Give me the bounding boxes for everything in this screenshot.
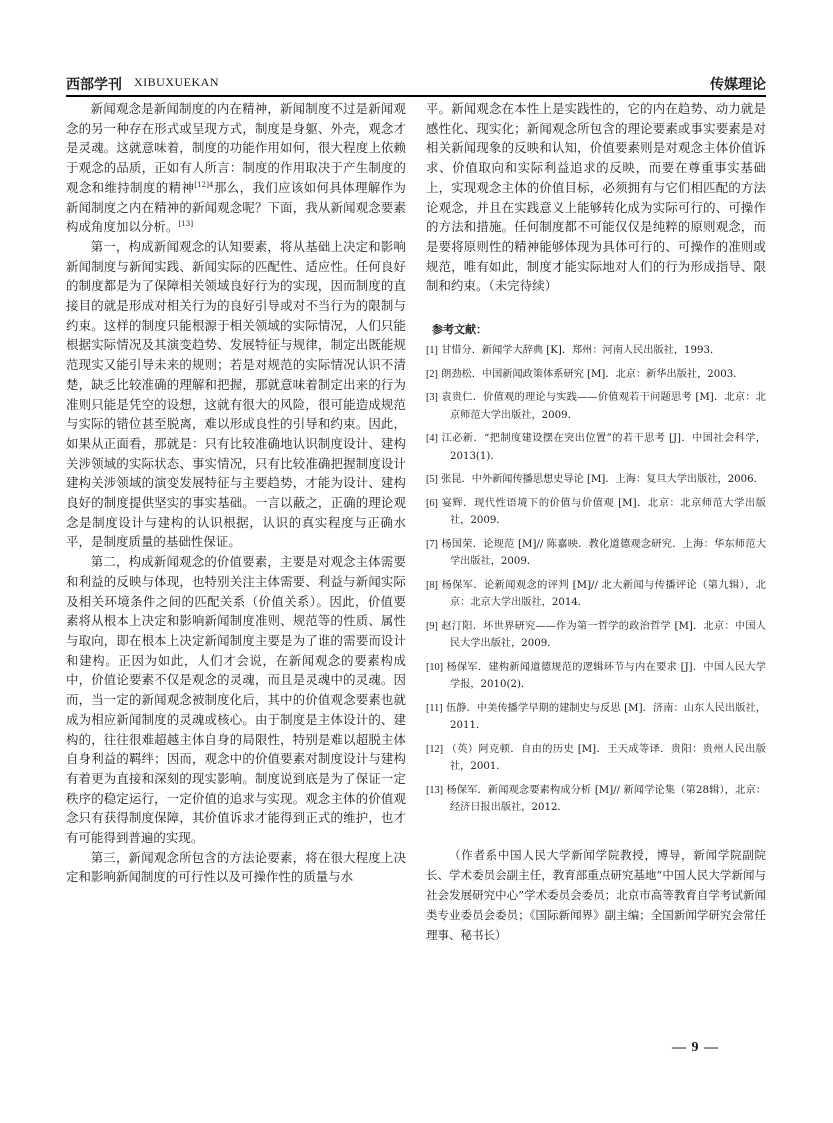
reference-number: [12] bbox=[426, 743, 443, 755]
paragraph-intro-text-2: 那么，我们应该如何具体理解作为新闻制度之内在精神的新闻观念呢？下面，我从新闻观念要素构成角度加以分析。 bbox=[66, 179, 407, 235]
paragraph-value-element: 第二，构成新闻观念的价值要素，主要是对观念主体需要和利益的反映与体现，也特别关注主体需要、利益与新闻实际及相关环境条件之间的匹配关系（价值关系）。因此，价值要素将从根本上决定和影响新闻制度准则、规范等的性质、属性与取向，即在根本上决定新闻制度主要是为了谁的需要而设计和建构。正因为如此，人们才会说，在新闻观念的要素构成中，价值论要素不仅是观念的灵魂，而且是灵魂中的灵魂。因而，当一定的新闻观念被制度化后，其中的价值观念要素也就成为相应新闻制度的灵魂或核心。由于制度是主体设计的、建构的，往往很难超越主体自身的局限性，特别是难以超脱主体自身利益的羁绊；因而，观念中的价值要素对制度设计与建构有着更为直接和深刻的现实影响。制度说到底是为了保证一定秩序的稳定运行，一定价值的追求与实现。观念主体的价值观念只有获得制度保障，其价值诉求才能得到正式的维护，也才有可能得到普遍的实现。 bbox=[66, 554, 406, 846]
reference-number: [8] bbox=[426, 579, 438, 591]
reference-item bbox=[426, 782, 766, 817]
paragraph-method-continued: 平。新闻观念在本性上是实践性的，它的内在趋势、动力就是感性化、现实化；新闻观念所包含的理论要素或事实要素是对相关新闻现象的反映和认知，价值要素则是对观念主体价值诉求、价值取向和实际利益追求的反映，而要在尊重事实基础上，实现观念主体的价值目标，必须拥有与它们相匹配的方法论观念，并且在实践意义上能够转化成为实际可行的、可操作的方法和措施。任何制度都不可能仅仅是纯粹的原则观念，而是要将原则性的精神能够体现为具体可行的、可操作的准则或规范，唯有如此，制度才能实际地对人们的行为形成指导、限制和约束。（未完待续） bbox=[426, 101, 766, 294]
reference-number: [3] bbox=[426, 392, 438, 404]
reference-number: [7] bbox=[426, 538, 438, 550]
reference-item bbox=[426, 471, 766, 489]
page-header bbox=[66, 72, 766, 94]
reference-text: 杨保军．建构新闻道德规范的逻辑环节与内在要求 [J]．中国人民大学学报，2010(2)． bbox=[446, 661, 766, 691]
reference-number: [10] bbox=[426, 661, 443, 673]
paragraph-method-element: 第三，新闻观念所包含的方法论要素，将在很大程度上决定和影响新闻制度的可行性以及可操作性的质量与水 bbox=[66, 849, 406, 885]
section-title: 传媒理论 bbox=[710, 77, 766, 93]
reference-text: 宴辉．现代性语境下的价值与价值观 [M]．北京：北京师范大学出版社，2009． bbox=[441, 497, 766, 527]
reference-text: 甘惜分．新闻学大辞典 [K]．郑州：河南人民出版社，1993． bbox=[441, 345, 721, 357]
right-column bbox=[426, 99, 766, 945]
paragraph-intro bbox=[66, 99, 406, 237]
reference-number: [9] bbox=[426, 620, 438, 632]
reference-item bbox=[426, 495, 766, 530]
header-rule bbox=[66, 95, 766, 97]
author-note: （作者系中国人民大学新闻学院教授，博导，新闻学院副院长、学术委员会副主任，教育部重点研究基地“中国人民大学新闻与社会发展研究中心”学术委员会委员；北京市高等教育自学考试新闻类专业委员会委员；《国际新闻界》副主编；全国新闻学研究会常任理事、秘书长） bbox=[426, 847, 766, 942]
reference-item bbox=[426, 659, 766, 694]
reference-text: 江必新．“把制度建设摆在突出位置”的若干思考 [J]．中国社会科学，2013(1)． bbox=[441, 433, 766, 462]
reference-text: （英）阿克顿．自由的历史 [M]．王天成等译．贵阳：贵州人民出版社，2001． bbox=[446, 743, 766, 773]
page-number: — 9 — bbox=[672, 1040, 719, 1055]
citation-12: [12]4 bbox=[194, 180, 214, 189]
reference-item bbox=[426, 741, 766, 776]
reference-item bbox=[426, 577, 766, 612]
reference-item bbox=[426, 700, 766, 735]
reference-text: 杨保军．新闻观念要素构成分析 [M]// 新闻学论集（第28辑），北京：经济日报出版社，2012． bbox=[446, 784, 766, 814]
reference-text: 袁贵仁．价值观的理论与实践——价值观若干问题思考 [M]．北京：北京师范大学出版社，2009． bbox=[441, 392, 766, 421]
reference-number: [6] bbox=[426, 497, 438, 509]
reference-text: 杨国荣．论规范 [M]// 陈嘉映．教化道德观念研究．上海：华东师范大学出版社，2009． bbox=[441, 538, 767, 568]
left-column bbox=[66, 99, 406, 887]
reference-text: 伍静．中美传播学早期的建制史与反思 [M]．济南：山东人民出版社，2011． bbox=[445, 702, 766, 732]
reference-number: [1] bbox=[426, 345, 438, 357]
paragraph-cognitive-element: 第一，构成新闻观念的认知要素，将从基础上决定和影响新闻制度与新闻实践、新闻实际的匹配性、适应性。任何良好的制度都是为了保障相关领域良好行为的实现，因而制度的直接目的就是形成对相关行为的良好引导或对不当行为的限制与约束。这样的制度只能根源于相关领域的实际情况，人们只能根据实际情况及其演变趋势、发展特征与规律，制定出既能规范现实又能引导未来的规则；若是对规范的实际情况认识不清楚，缺乏比较准确的理解和把握，那就意味着制定出来的行为准则只能是凭空的设想，这就有很大的风险，很可能造成规范与实际的错位甚至脱离，难以形成良性的引导和约束。因此，如果从正面看，那就是：只有比较准确地认识制度设计、建构关涉领域的实际状态、事实情况，只有比较准确把握制度设计建构关涉领域的演变发展特征与主要趋势，才能为设计、建构良好的制度提供坚实的事实基础。一言以蔽之，正确的理论观念是制度设计与建构的认识根据，认识的真实程度与正确水平，是制度质量的基础性保证。 bbox=[66, 238, 406, 550]
reference-item bbox=[426, 342, 766, 360]
journal-title-english: XIBUXUEKAN bbox=[134, 75, 219, 89]
reference-number: [2] bbox=[426, 368, 438, 380]
reference-number: [4] bbox=[426, 433, 438, 445]
reference-text: 张昆．中外新闻传播思想史导论 [M]．上海：复旦大学出版社，2006． bbox=[441, 474, 764, 486]
citation-13: [13] bbox=[178, 220, 194, 229]
reference-item bbox=[426, 618, 766, 653]
reference-text: 朗劲松．中国新闻政策体系研究 [M]．北京：新华出版社，2003． bbox=[441, 368, 744, 380]
journal-title: 西部学刊 bbox=[66, 77, 122, 93]
reference-item bbox=[426, 366, 766, 384]
reference-item bbox=[426, 430, 766, 465]
references-title: 参考文献： bbox=[432, 323, 487, 337]
reference-number: [13] bbox=[426, 784, 443, 796]
reference-text: 赵汀阳．坏世界研究——作为第一哲学的政治哲学 [M]．北京：中国人民大学出版社，2009． bbox=[441, 620, 766, 650]
reference-number: [11] bbox=[426, 702, 443, 714]
reference-item bbox=[426, 536, 766, 571]
reference-text: 杨保军．论新闻观念的评判 [M]// 北大新闻与传播评论（第九辑），北京：北京大学出版社，2014． bbox=[441, 579, 766, 609]
paragraph-intro-text: 新闻观念是新闻制度的内在精神，新闻制度不过是新闻观念的另一种存在形式或呈现方式，制度是身躯、外壳，观念才是灵魂。这就意味着，制度的功能作用如何，很大程度上依赖于观念的品质，正如有人所言：制度的作用取决于产生制度的观念和维持制度的精神 bbox=[66, 101, 406, 195]
reference-list bbox=[426, 342, 766, 817]
reference-number: [5] bbox=[426, 474, 438, 486]
reference-item bbox=[426, 389, 766, 424]
